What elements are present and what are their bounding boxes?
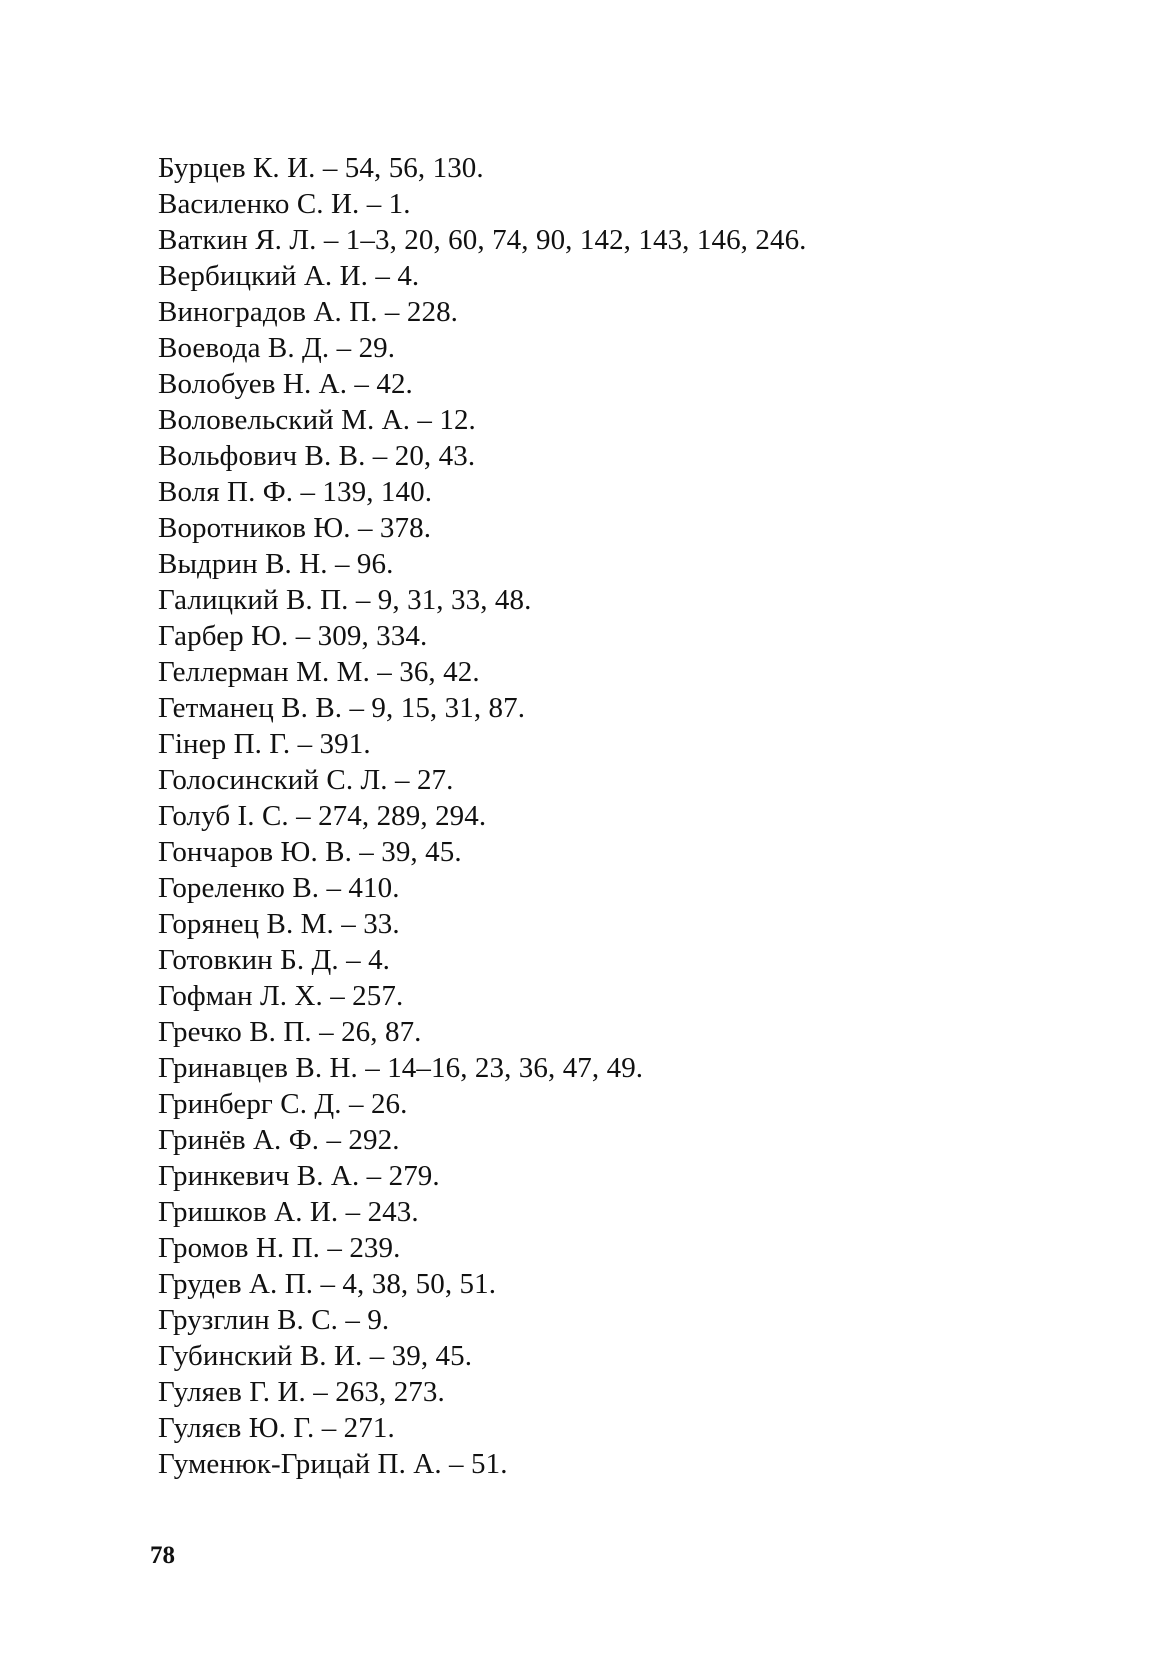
index-entry: Гуляев Г. И. – 263, 273. bbox=[158, 1376, 445, 1408]
name-index-list bbox=[158, 150, 807, 1482]
index-entry: Воловельский М. А. – 12. bbox=[158, 404, 476, 436]
index-entry: Виноградов А. П. – 228. bbox=[158, 296, 459, 328]
index-entry: Гринёв А. Ф. – 292. bbox=[158, 1124, 400, 1156]
index-entry: Гринкевич В. А. – 279. bbox=[158, 1160, 440, 1192]
index-entry: Гінер П. Г. – 391. bbox=[158, 728, 371, 760]
index-entry: Воротников Ю. – 378. bbox=[158, 512, 432, 544]
index-entry: Воля П. Ф. – 139, 140. bbox=[158, 476, 433, 508]
index-entry: Грудев А. П. – 4, 38, 50, 51. bbox=[158, 1268, 497, 1300]
index-entry: Гришков А. И. – 243. bbox=[158, 1196, 419, 1228]
page-number: 78 bbox=[150, 1542, 175, 1569]
index-entry: Воевода В. Д. – 29. bbox=[158, 332, 396, 364]
index-entry: Вольфович В. В. – 20, 43. bbox=[158, 440, 476, 472]
index-entry: Голосинский С. Л. – 27. bbox=[158, 764, 454, 796]
index-entry: Гринберг С. Д. – 26. bbox=[158, 1088, 408, 1120]
index-entry: Гарбер Ю. – 309, 334. bbox=[158, 620, 428, 652]
index-entry: Василенко С. И. – 1. bbox=[158, 188, 411, 220]
index-entry: Гетманец В. В. – 9, 15, 31, 87. bbox=[158, 692, 526, 724]
index-entry: Геллерман М. М. – 36, 42. bbox=[158, 656, 480, 688]
index-entry: Гречко В. П. – 26, 87. bbox=[158, 1016, 422, 1048]
index-entry: Гореленко В. – 410. bbox=[158, 872, 400, 904]
index-entry: Громов Н. П. – 239. bbox=[158, 1232, 401, 1264]
index-entry: Голуб І. С. – 274, 289, 294. bbox=[158, 800, 487, 832]
index-entry: Гринавцев В. Н. – 14–16, 23, 36, 47, 49. bbox=[158, 1052, 644, 1084]
index-entry: Вербицкий А. И. – 4. bbox=[158, 260, 420, 292]
index-entry: Губинский В. И. – 39, 45. bbox=[158, 1340, 473, 1372]
index-entry: Выдрин В. Н. – 96. bbox=[158, 548, 394, 580]
index-entry: Готовкин Б. Д. – 4. bbox=[158, 944, 391, 976]
index-entry: Ваткин Я. Л. – 1–3, 20, 60, 74, 90, 142, 143, 146, 246. bbox=[158, 224, 807, 256]
index-entry: Гуменюк-Грицай П. А. – 51. bbox=[158, 1448, 508, 1480]
index-entry: Бурцев К. И. – 54, 56, 130. bbox=[158, 152, 484, 184]
index-entry: Горянец В. М. – 33. bbox=[158, 908, 400, 940]
index-entry: Галицкий В. П. – 9, 31, 33, 48. bbox=[158, 584, 532, 616]
index-entry: Гончаров Ю. В. – 39, 45. bbox=[158, 836, 462, 868]
index-entry: Гофман Л. Х. – 257. bbox=[158, 980, 404, 1012]
index-entry: Гуляєв Ю. Г. – 271. bbox=[158, 1412, 395, 1444]
index-entry: Грузглин В. С. – 9. bbox=[158, 1304, 390, 1336]
index-entry: Волобуев Н. А. – 42. bbox=[158, 368, 413, 400]
